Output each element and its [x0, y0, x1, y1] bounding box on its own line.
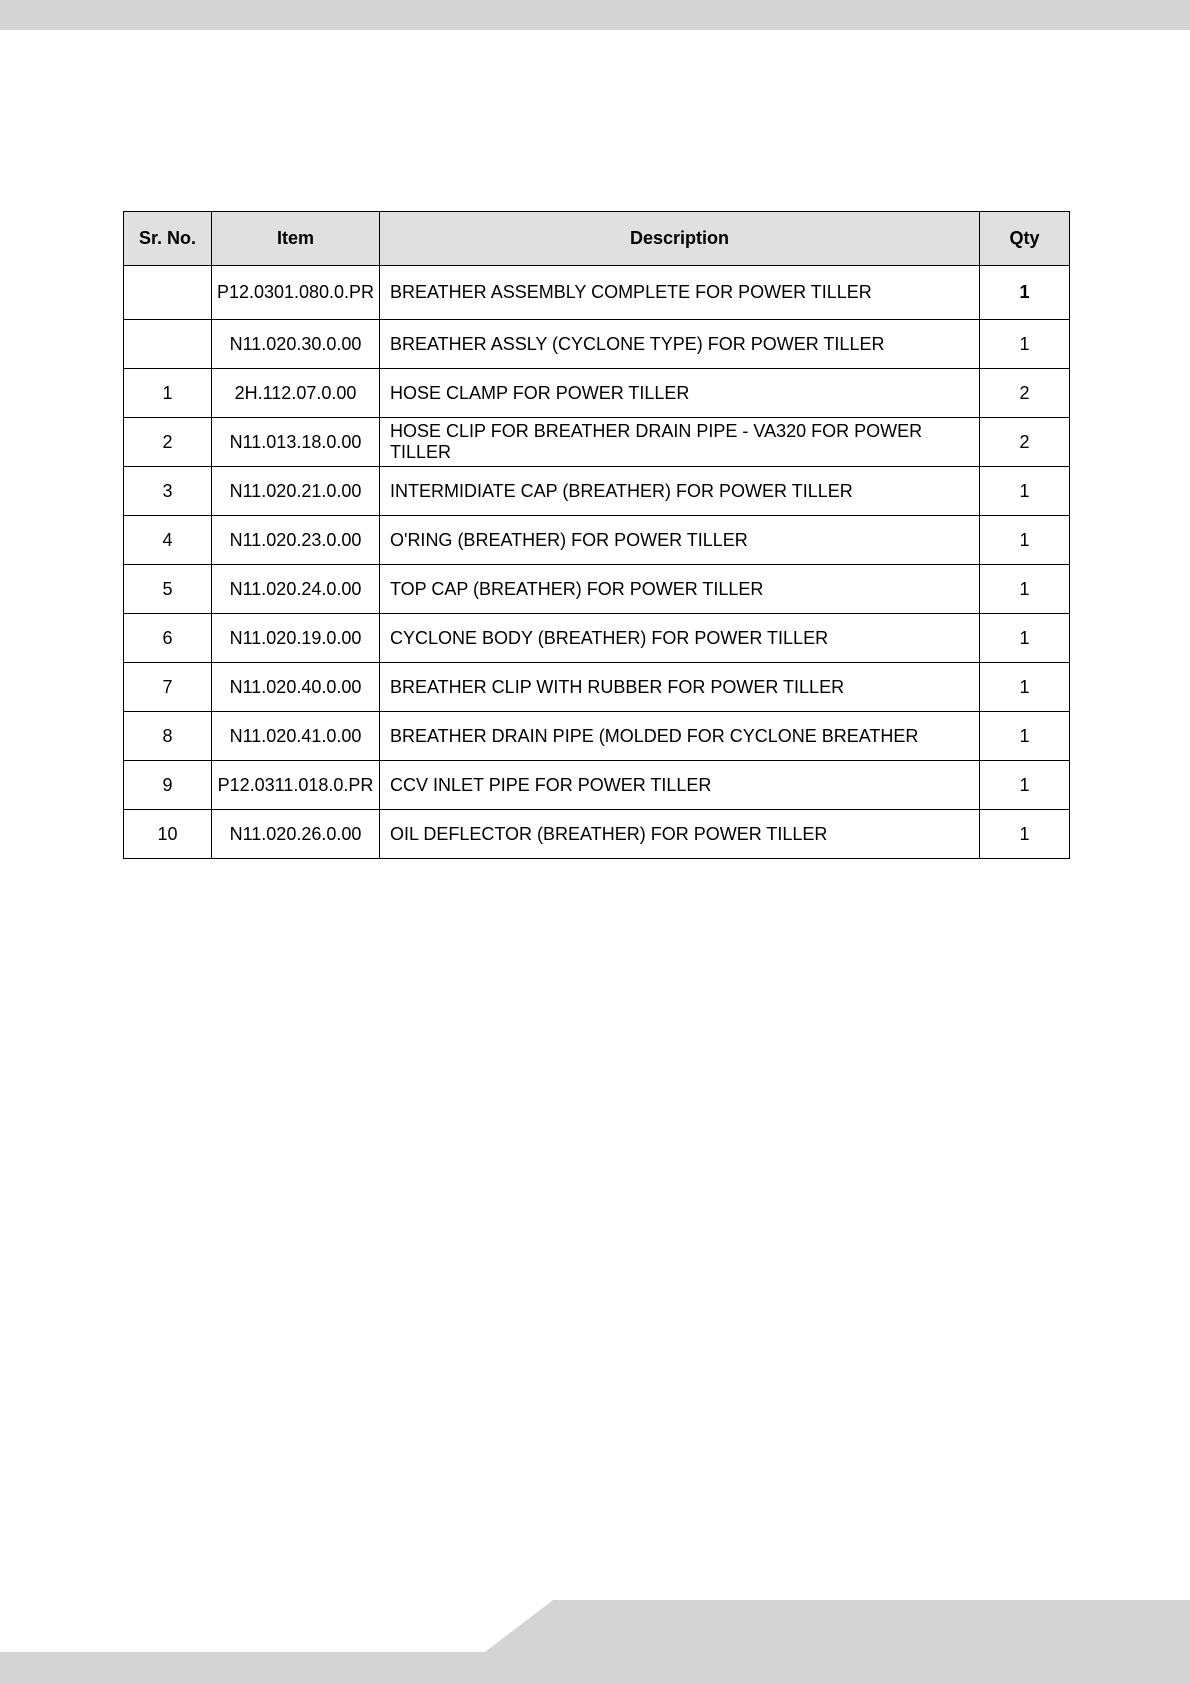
cell-item: 2H.112.07.0.00	[212, 369, 380, 418]
table-row	[124, 565, 1070, 614]
cell-qty: 2	[980, 369, 1070, 418]
cell-sr-no: 7	[124, 663, 212, 712]
cell-qty: 1	[980, 761, 1070, 810]
table-row	[124, 266, 1070, 320]
cell-sr-no: 10	[124, 810, 212, 859]
cell-item: P12.0311.018.0.PR	[212, 761, 380, 810]
cell-description: OIL DEFLECTOR (BREATHER) FOR POWER TILLER	[380, 810, 980, 859]
cell-description: O'RING (BREATHER) FOR POWER TILLER	[380, 516, 980, 565]
table-row	[124, 810, 1070, 859]
header-description: Description	[380, 212, 980, 266]
cell-description: HOSE CLAMP FOR POWER TILLER	[380, 369, 980, 418]
table-row	[124, 320, 1070, 369]
cell-item: N11.020.40.0.00	[212, 663, 380, 712]
cell-qty: 2	[980, 418, 1070, 467]
cell-description: INTERMIDIATE CAP (BREATHER) FOR POWER TILLER	[380, 467, 980, 516]
cell-sr-no: 2	[124, 418, 212, 467]
cell-item: N11.020.21.0.00	[212, 467, 380, 516]
cell-sr-no: 5	[124, 565, 212, 614]
cell-item: N11.020.19.0.00	[212, 614, 380, 663]
cell-description: CYCLONE BODY (BREATHER) FOR POWER TILLER	[380, 614, 980, 663]
header-sr-no: Sr. No.	[124, 212, 212, 266]
cell-item: N11.020.26.0.00	[212, 810, 380, 859]
cell-qty: 1	[980, 266, 1070, 320]
cell-description: CCV INLET PIPE FOR POWER TILLER	[380, 761, 980, 810]
cell-sr-no: 9	[124, 761, 212, 810]
cell-sr-no: 1	[124, 369, 212, 418]
header-item: Item	[212, 212, 380, 266]
cell-sr-no	[124, 320, 212, 369]
table-row	[124, 516, 1070, 565]
bottom-band	[0, 1600, 1190, 1684]
table-row	[124, 418, 1070, 467]
cell-description: TOP CAP (BREATHER) FOR POWER TILLER	[380, 565, 980, 614]
cell-item: N11.020.30.0.00	[212, 320, 380, 369]
cell-item: P12.0301.080.0.PR	[212, 266, 380, 320]
cell-item: N11.013.18.0.00	[212, 418, 380, 467]
parts-table	[123, 211, 1070, 859]
cell-qty: 1	[980, 810, 1070, 859]
cell-qty: 1	[980, 467, 1070, 516]
table-row	[124, 614, 1070, 663]
table-row	[124, 369, 1070, 418]
table-row	[124, 761, 1070, 810]
cell-description: BREATHER ASSEMBLY COMPLETE FOR POWER TILLER	[380, 266, 980, 320]
cell-item: N11.020.24.0.00	[212, 565, 380, 614]
header-qty: Qty	[980, 212, 1070, 266]
cell-qty: 1	[980, 712, 1070, 761]
cell-qty: 1	[980, 516, 1070, 565]
top-band	[0, 0, 1190, 30]
table-row	[124, 712, 1070, 761]
cell-description: BREATHER CLIP WITH RUBBER FOR POWER TILLER	[380, 663, 980, 712]
cell-description: BREATHER DRAIN PIPE (MOLDED FOR CYCLONE BREATHER	[380, 712, 980, 761]
cell-sr-no: 8	[124, 712, 212, 761]
cell-sr-no: 3	[124, 467, 212, 516]
cell-item: N11.020.41.0.00	[212, 712, 380, 761]
cell-description: HOSE CLIP FOR BREATHER DRAIN PIPE - VA320 FOR POWER TILLER	[380, 418, 980, 467]
cell-qty: 1	[980, 565, 1070, 614]
table-row	[124, 663, 1070, 712]
cell-qty: 1	[980, 614, 1070, 663]
bottom-band-shape	[0, 1600, 1190, 1684]
cell-qty: 1	[980, 320, 1070, 369]
table-row	[124, 467, 1070, 516]
cell-sr-no: 4	[124, 516, 212, 565]
cell-description: BREATHER ASSLY (CYCLONE TYPE) FOR POWER TILLER	[380, 320, 980, 369]
table-header-row	[124, 212, 1070, 266]
cell-item: N11.020.23.0.00	[212, 516, 380, 565]
cell-sr-no	[124, 266, 212, 320]
cell-sr-no: 6	[124, 614, 212, 663]
cell-qty: 1	[980, 663, 1070, 712]
